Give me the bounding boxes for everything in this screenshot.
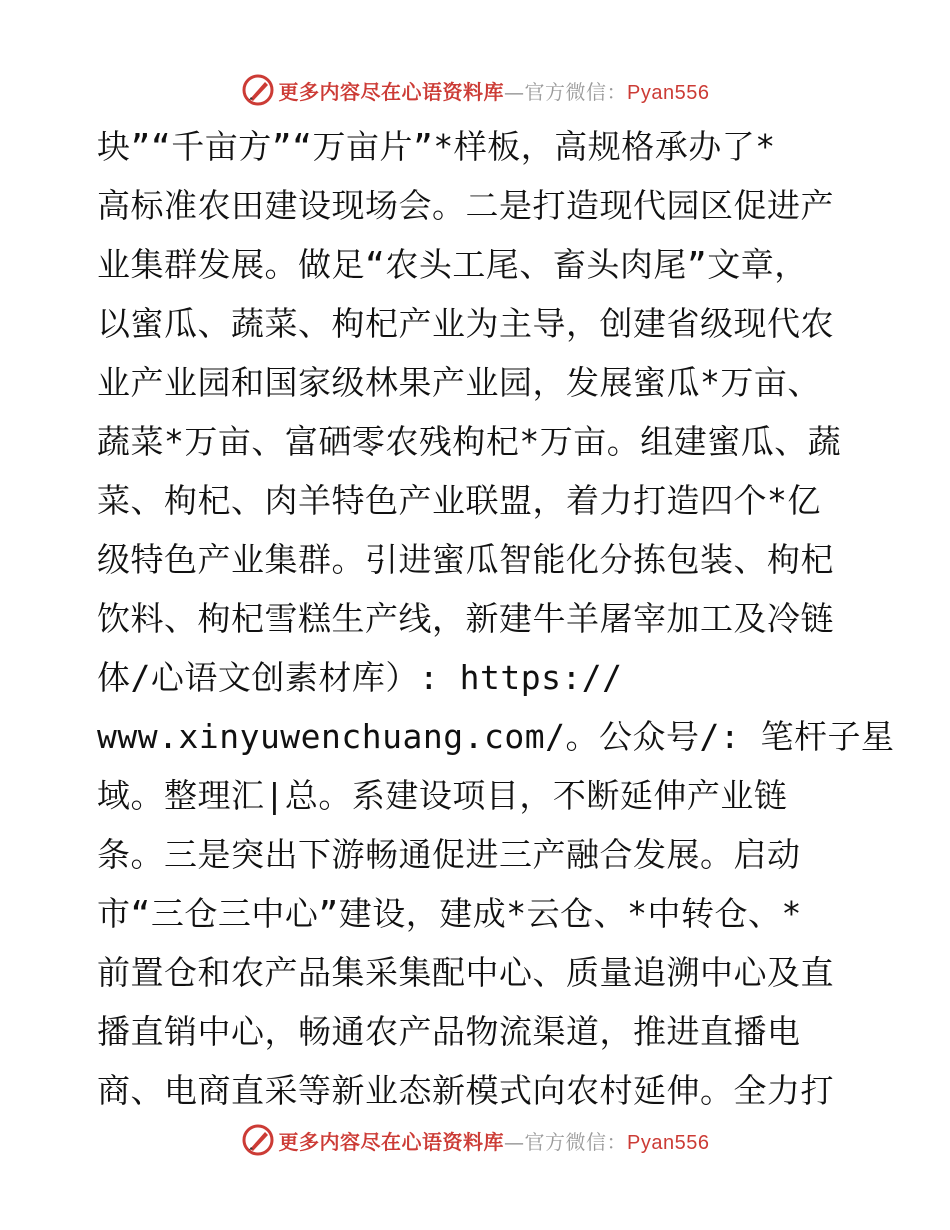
- body-line: 体/心语文创素材库）: https://: [97, 658, 623, 697]
- body-line: 前置仓和农产品集采集配中心、质量追溯中心及直: [97, 953, 834, 992]
- header-watermark: [0, 70, 950, 110]
- body-line: 业集群发展。做足“农头工尾、畜头肉尾”文章，: [97, 245, 808, 284]
- document-body: [97, 117, 895, 1120]
- body-line: 条。三是突出下游畅通促进三产融合发展。启动: [97, 835, 801, 874]
- watermark-wechat-id: Pyan556: [627, 1131, 710, 1154]
- body-line: 菜、枸杞、肉羊特色产业联盟，着力打造四个*亿: [97, 481, 821, 520]
- body-line: 蔬菜*万亩、富硒零农残枸杞*万亩。组建蜜瓜、蔬: [97, 422, 842, 461]
- watermark-dash: —: [504, 1129, 525, 1154]
- body-line: 域。整理汇|总。系建设项目，不断延伸产业链: [97, 776, 788, 815]
- watermark-text: [279, 76, 710, 105]
- watermark-prefix: 更多内容尽在心语资料库: [278, 79, 505, 104]
- watermark-text: [279, 1126, 710, 1155]
- watermark-dash: —: [504, 79, 525, 104]
- watermark-official-label: 官方微信：: [524, 79, 628, 104]
- body-line: 级特色产业集群。引进蜜瓜智能化分拣包装、枸杞: [97, 540, 834, 579]
- body-line: 饮料、枸杞雪糕生产线，新建牛羊屠宰加工及冷链: [97, 599, 834, 638]
- body-line: 播直销中心，畅通农产品物流渠道，推进直播电: [97, 1012, 801, 1051]
- watermark-wechat-id: Pyan556: [627, 81, 710, 104]
- body-line: 业产业园和国家级林果产业园，发展蜜瓜*万亩、: [97, 363, 821, 402]
- watermark-official-label: 官方微信：: [524, 1129, 628, 1154]
- body-line: 块”“千亩方”“万亩片”*样板，高规格承办了*: [97, 127, 776, 166]
- quill-pen-circle-icon: [241, 73, 275, 107]
- body-line: 以蜜瓜、蔬菜、枸杞产业为主导，创建省级现代农: [97, 304, 834, 343]
- body-line: www.xinyuwenchuang.com/。公众号/: 笔杆子星: [97, 717, 895, 756]
- body-line: 高标准农田建设现场会。二是打造现代园区促进产: [97, 186, 834, 225]
- body-line: 市“三仓三中心”建设，建成*云仓、*中转仓、*: [97, 894, 802, 933]
- footer-watermark: [0, 1120, 950, 1160]
- body-line: 商、电商直采等新业态新模式向农村延伸。全力打: [97, 1071, 834, 1110]
- quill-pen-circle-icon: [241, 1123, 275, 1157]
- watermark-prefix: 更多内容尽在心语资料库: [278, 1129, 505, 1154]
